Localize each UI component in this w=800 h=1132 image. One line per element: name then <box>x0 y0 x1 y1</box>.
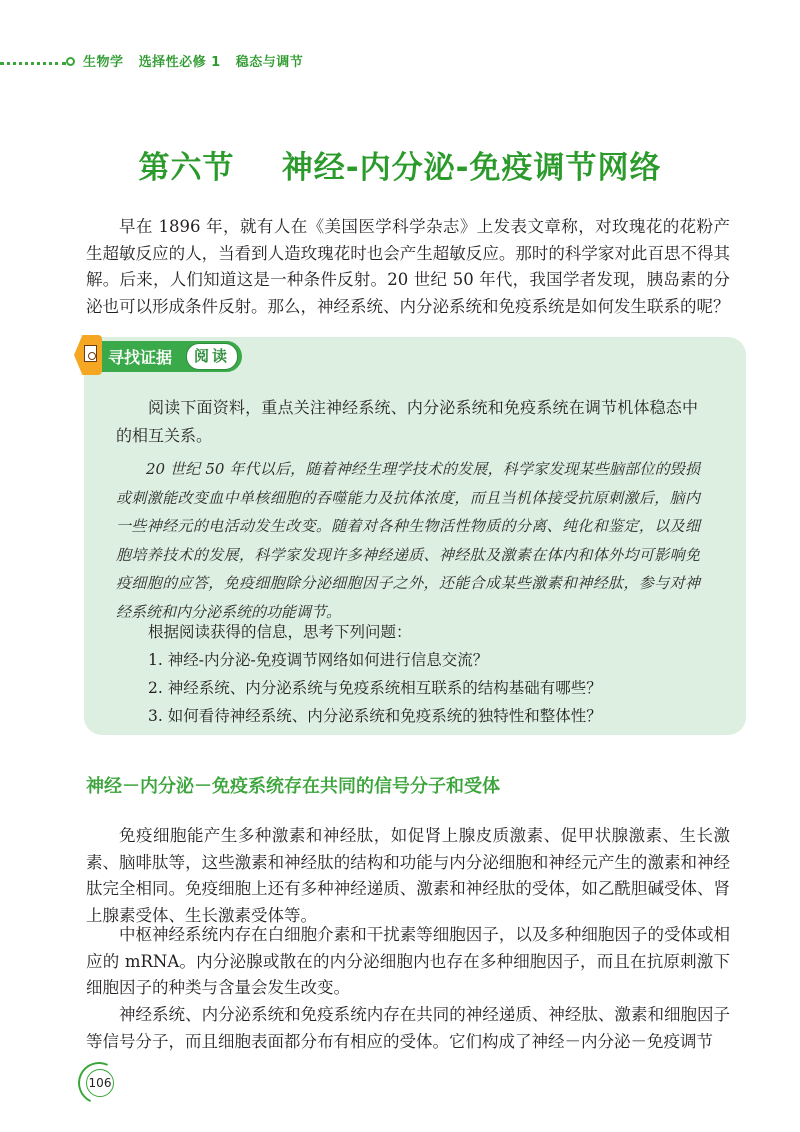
reading-instruction: 阅读下面资料，重点关注神经系统、内分泌系统和免疫系统在调节机体稳态中的相互关系。 <box>116 398 698 445</box>
body-paragraph: 免疫细胞能产生多种激素和神经肽，如促肾上腺皮质激素、促甲状腺激素、生长激素、脑啡肽等，这些激素和神经肽的结构和功能与内分泌细胞和神经元产生的激素和神经肽完全相同。免疫细胞上还有多种神经递质、激素和神经肽的受体，如乙酰胆碱受体、肾上腺素受体、生长激素受体等。 <box>86 826 730 925</box>
question-item: 1. 神经-内分泌-免疫调节网络如何进行信息交流？ <box>148 651 489 669</box>
running-header: 生物学 选择性必修 1 稳态与调节 <box>83 55 304 70</box>
body-paragraph: 神经系统、内分泌系统和免疫系统内存在共同的神经递质、神经肽、激素和细胞因子等信号分子，而且细胞表面都分布有相应的受体。它们构成了神经－内分泌－免疫调节 <box>86 1005 730 1051</box>
page-number: 106 <box>86 1069 114 1097</box>
reading-material: 20 世纪 50 年代以后，随着神经生理学技术的发展，科学家发现某些脑部位的毁损或刺激能改变血中单核细胞的吞噬能力及抗体浓度，而且当机体接受抗原刺激后，脑内一些神经元的电活动发生改变。随着对各种生物活性物质的分离、纯化和鉴定，以及细胞培养技术的发展，科学家发现许多神经递质、神经肽及激素在体内和体外均可影响免疫细胞的应答，免疫细胞除分泌细胞因子之外，还能合成某些激素和神经肽，参与对神经系统和内分泌系统的功能调节。 <box>116 460 700 621</box>
magnifier-glyph <box>84 345 97 362</box>
activity-tag-label: 寻找证据 <box>108 348 173 367</box>
header-dotted-rule <box>0 62 66 65</box>
question-item: 3. 如何看待神经系统、内分泌系统和免疫系统的独特性和整体性？ <box>148 707 602 725</box>
question-item: 2. 神经系统、内分泌系统与免疫系统相互联系的结构基础有哪些？ <box>148 679 602 697</box>
question-list <box>148 646 602 730</box>
subsection-heading: 神经－内分泌－免疫系统存在共同的信号分子和受体 <box>86 776 500 797</box>
intro-paragraph: 早在 1896 年，就有人在《美国医学科学杂志》上发表文章称，对玫瑰花的花粉产生超敏反应的人，当看到人造玫瑰花时也会产生超敏反应。那时的科学家对此百思不得其解。后来，人们知道这是一种条件反射。20 世纪 50 年代，我国学者发现，胰岛素的分泌也可以形成条件反射。那么，神经系统、内分泌系统和免疫系统是如何发生联系的呢？ <box>86 217 730 316</box>
activity-tag-chip: 阅读 <box>186 343 238 370</box>
body-paragraph: 中枢神经系统内存在白细胞介素和干扰素等细胞因子，以及多种细胞因子的受体或相应的 mRNA。内分泌腺或散在的内分泌细胞内也存在多种细胞因子，而且在抗原刺激下细胞因子的种类与含量会发生改变。 <box>86 925 730 997</box>
questions-intro: 根据阅读获得的信息，思考下列问题： <box>148 623 412 641</box>
section-title: 第六节 神经-内分泌-免疫调节网络 <box>138 150 662 186</box>
header-circle-marker <box>66 57 75 66</box>
